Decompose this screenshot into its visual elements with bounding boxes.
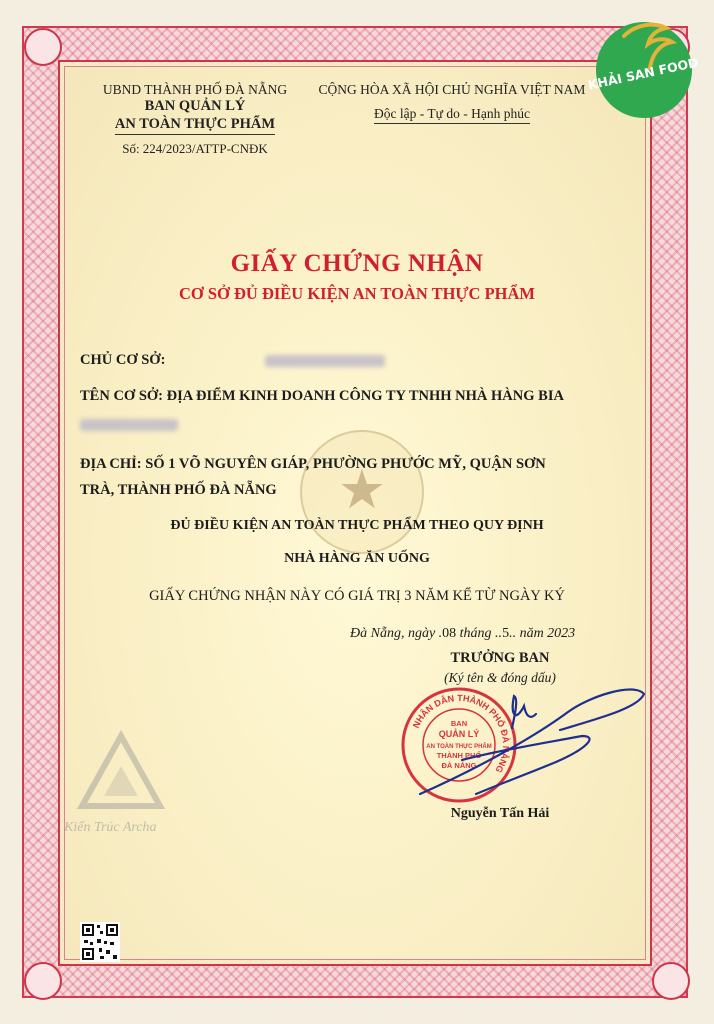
name-row [80, 388, 564, 405]
compliance-statement: ĐỦ ĐIỀU KIỆN AN TOÀN THỰC PHẨM THEO QUY ĐỊNH [170, 518, 544, 533]
name-row-cont [80, 416, 178, 433]
validity-note: GIẤY CHỨNG NHẬN NÀY CÓ GIÁ TRỊ 3 NĂM KỂ TỪ NGÀY KÝ [149, 588, 565, 604]
stamp-ring-text: NHÂN DÂN THÀNH PHỐ ĐÀ NẴNG [410, 692, 512, 775]
owner-value-redacted [265, 355, 385, 367]
national-motto: Độc lập - Tự do - Hạnh phúc [374, 106, 530, 124]
stamp-center-line2: QUẢN LÝ [438, 729, 480, 739]
address-value-line2: TRÀ, THÀNH PHỐ ĐÀ NẴNG [80, 482, 277, 498]
name-value: ĐỊA ĐIỂM KINH DOANH CÔNG TY TNHH NHÀ HÀNG BIA [166, 388, 564, 404]
stamp-center-line1: BAN [450, 719, 468, 728]
address-row-cont [80, 482, 277, 499]
date-month: 5 [502, 626, 510, 641]
address-label: ĐỊA CHỈ: [80, 456, 142, 472]
authority-line1: UBND THÀNH PHỐ ĐÀ NẴNG [102, 82, 288, 97]
star-icon: ★ [337, 460, 387, 520]
country-name: CỘNG HÒA XÃ HỘI CHỦ NGHĨA VIỆT NAM [318, 82, 586, 97]
owner-row [80, 352, 385, 369]
national-emblem-watermark [300, 430, 424, 554]
architect-watermark-logo [76, 730, 166, 820]
name-value-redacted [80, 419, 178, 431]
brand-logo-text: KHẢI SAN FOOD [586, 54, 700, 93]
national-header [318, 82, 586, 124]
brand-logo [586, 14, 700, 122]
corner-ornament [24, 28, 62, 66]
owner-label: CHỦ CƠ SỞ: [80, 352, 166, 368]
address-row [80, 456, 546, 473]
authority-line3: AN TOÀN THỰC PHẨM [115, 116, 275, 135]
date-month-label: tháng .. [456, 626, 503, 641]
certificate-subtitle: CƠ SỞ ĐỦ ĐIỀU KIỆN AN TOÀN THỰC PHẨM [178, 284, 535, 303]
corner-ornament [652, 962, 690, 1000]
certificate-title: GIẤY CHỨNG NHẬN [230, 250, 484, 277]
date-prefix: Đà Nẵng, ngày . [350, 626, 443, 641]
stamp-center-line3: AN TOÀN THỰC PHẨM [426, 744, 492, 750]
watermark-text: Kiến Trúc Archa [64, 820, 157, 835]
issuing-authority [80, 82, 310, 157]
name-label: TÊN CƠ SỞ: [80, 388, 163, 404]
address-value-line1: SỐ 1 VÕ NGUYÊN GIÁP, PHƯỜNG PHƯỚC MỸ, QUẬN SƠN [145, 456, 546, 472]
date-day: 08 [442, 626, 457, 641]
signer-name: Nguyễn Tấn Hải [450, 806, 550, 821]
business-type: NHÀ HÀNG ĂN UỐNG [284, 551, 430, 566]
signer-position: TRƯỞNG BAN [450, 650, 550, 666]
stamp-center-line4: THÀNH PHỐ [436, 751, 482, 760]
signature-note: (Ký tên & đóng dấu) [444, 670, 556, 685]
authority-line2: BAN QUẢN LÝ [144, 98, 246, 114]
issue-date [350, 626, 575, 642]
date-year: .. năm 2023 [509, 626, 576, 641]
corner-ornament [24, 962, 62, 1000]
certificate-number: Số: 224/2023/ATTP-CNĐK [122, 141, 268, 156]
handwritten-signature [400, 676, 650, 806]
qr-code [80, 922, 120, 962]
stamp-center-line5: ĐÀ NẴNG [441, 761, 477, 770]
